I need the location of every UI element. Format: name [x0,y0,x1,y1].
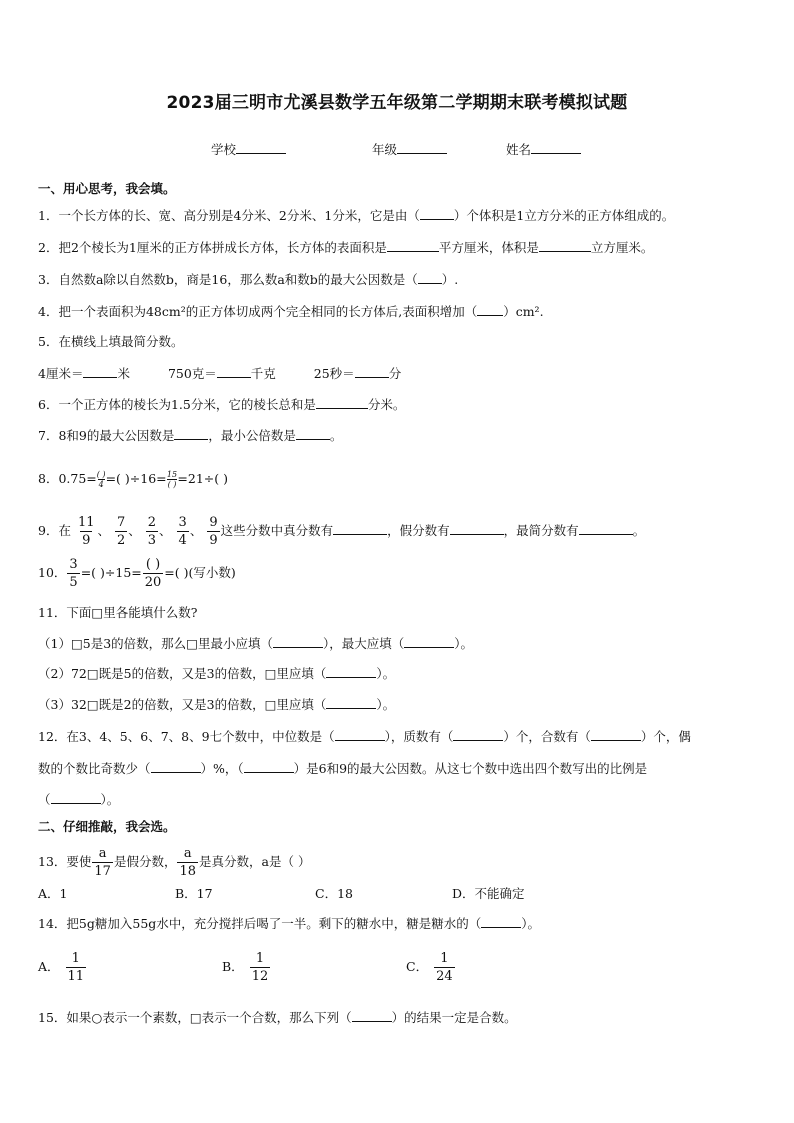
question-1: 1．一个长方体的长、宽、高分别是4分米、2分米、1分米，它是由（ ）个体积是1立方分米的正方体组成的。 [38,208,675,223]
question-4: 4．把一个表面积为48cm²的正方体切成两个完全相同的长方体后,表面积增加（ ）cm². [38,304,544,319]
page-title: 2023届三明市尤溪县数学五年级第二学期期末联考模拟试题 [166,93,628,113]
q6-answer-blank[interactable] [316,395,368,409]
q5-kg-blank[interactable] [217,364,251,378]
q5-minute-blank[interactable] [355,364,389,378]
question-6: 6．一个正方体的棱长为1.5分米，它的棱长总和是 分米。 [38,397,406,412]
question-9: 9．在 $\frac{11}{9}$ 、 $\frac{7}{2}$ 、 $\frac{2}{3}$ 、 $\frac{3}{4}$ 、 $\frac{9}{9}$ 这些分数中真分数有 ，假分数有 ，最简分数有 。 [38,515,646,548]
question-13: 13．要使 $\frac{a}{17}$ 是假分数， $\frac{a}{18}$ 是真分数，a是（ ） [38,846,311,879]
q13-fraction-2: $\frac{a}{18}$ [179,846,197,879]
grade-field [372,140,447,158]
question-11-3: （3）32□既是2的倍数，又是3的倍数，□里应填（ ）。 [38,697,396,712]
q2-area-blank[interactable] [387,238,439,252]
question-8: 8．0.75= $\frac{( )}{4}$ =( )÷16= $\frac{15}{( )}$ =21÷( ) [38,470,229,489]
q12-ratio-blank[interactable] [51,790,101,804]
q9-simplest-blank[interactable] [579,521,633,535]
q9-fraction-5: $\frac{9}{9}$ [209,515,218,548]
section-2-heading: 二、仔细推敲，我会选。 [38,819,176,834]
question-14: 14．把5g糖加入55g水中，充分搅拌后喝了一半。剩下的糖水中，糖是糖水的（ ）。 [38,916,541,931]
q14-option-a[interactable]: A． $\frac{1}{11}$ [38,951,85,984]
q11-1-max-blank[interactable] [404,634,454,648]
q13-option-b[interactable]: B．17 [175,886,213,901]
name-label: 姓名 [506,142,532,157]
question-12-line-1: 12．在3、4、5、6、7、8、9七个数中，中位数是（ ），质数有（ ）个，合数有（ ）个，偶 [38,729,691,744]
section-1-heading: 一、用心思考，我会填。 [38,181,176,196]
question-12-line-2: 数的个数比奇数少（ ）%，（ ）是6和9的最大公因数。从这七个数中选出四个数写出的比例是 [38,761,648,776]
q11-1-min-blank[interactable] [273,634,323,648]
question-11-1: （1）□5是3的倍数，那么□里最小应填（ ），最大应填（ ）。 [38,636,474,651]
q13-fraction-1: $\frac{a}{17}$ [94,846,111,879]
question-15: 15．如果○表示一个素数，□表示一个合数，那么下列（ ）的结果一定是合数。 [38,1010,517,1025]
q12-gcd-blank[interactable] [244,759,294,773]
q13-option-a[interactable]: A．1 [38,886,68,901]
question-3: 3．自然数a除以自然数b，商是16，那么数a和数b的最大公因数是（ ）. [38,272,459,287]
q10-fraction-2: $\frac{( )}{20}$ [144,557,162,590]
grade-blank[interactable] [397,140,447,154]
q3-answer-blank[interactable] [418,270,442,284]
q9-fraction-2: $\frac{7}{2}$ [116,515,126,548]
q13-option-c[interactable]: C．18 [315,886,353,901]
school-field [211,140,286,158]
question-2: 2．把2个棱长为1厘米的正方体拼成长方体，长方体的表面积是 平方厘米，体积是 立方厘米。 [38,240,654,255]
q12-prime-blank[interactable] [453,727,503,741]
name-field [506,140,581,158]
q8-fraction-2: $\frac{15}{( )}$ [166,470,178,489]
q9-fraction-3: $\frac{2}{3}$ [147,515,157,548]
q14-option-b-fraction: $\frac{1}{12}$ [251,951,269,984]
q9-proper-blank[interactable] [333,521,387,535]
q14-option-c[interactable]: C． $\frac{1}{24}$ [406,951,453,984]
q7-gcd-blank[interactable] [174,426,208,440]
q14-answer-blank[interactable] [481,914,521,928]
q5-meter-blank[interactable] [83,364,117,378]
q14-option-a-fraction: $\frac{1}{11}$ [67,951,85,984]
name-blank[interactable] [531,140,581,154]
question-5-items: 4厘米＝ 米 750克＝ 千克 25秒＝ 分 [38,366,402,381]
q9-improper-blank[interactable] [450,521,504,535]
q12-composite-blank[interactable] [591,727,641,741]
question-11: 11．下面□里各能填什么数? [38,605,198,620]
q1-answer-blank[interactable] [420,206,454,220]
q7-lcm-blank[interactable] [296,426,330,440]
question-5: 5．在横线上填最简分数。 [38,334,184,349]
q9-fraction-1: $\frac{11}{9}$ [77,515,95,548]
q2-volume-blank[interactable] [539,238,591,252]
q11-3-blank[interactable] [326,695,376,709]
q4-answer-blank[interactable] [477,302,503,316]
q11-2-blank[interactable] [326,664,376,678]
grade-label: 年级 [372,142,398,157]
q14-option-c-fraction: $\frac{1}{24}$ [436,951,453,984]
q12-percent-blank[interactable] [151,759,201,773]
q15-answer-blank[interactable] [352,1008,392,1022]
q12-median-blank[interactable] [335,727,385,741]
question-12-line-3: （ ）。 [38,792,120,807]
question-10: 10． $\frac{3}{5}$ =( )÷15= $\frac{( )}{20}$ =( )(写小数) [38,557,236,590]
q10-fraction-1: $\frac{3}{5}$ [69,557,78,590]
school-label: 学校 [211,142,237,157]
question-11-2: （2）72□既是5的倍数，又是3的倍数，□里应填（ ）。 [38,666,396,681]
q14-option-b[interactable]: B． $\frac{1}{12}$ [222,951,269,984]
question-7: 7．8和9的最大公因数是 ，最小公倍数是 。 [38,428,343,443]
q9-fraction-4: $\frac{3}{4}$ [178,515,187,548]
school-blank[interactable] [236,140,286,154]
q8-fraction-1: $\frac{( )}{4}$ [96,470,106,489]
q13-option-d[interactable]: D．不能确定 [452,886,525,901]
